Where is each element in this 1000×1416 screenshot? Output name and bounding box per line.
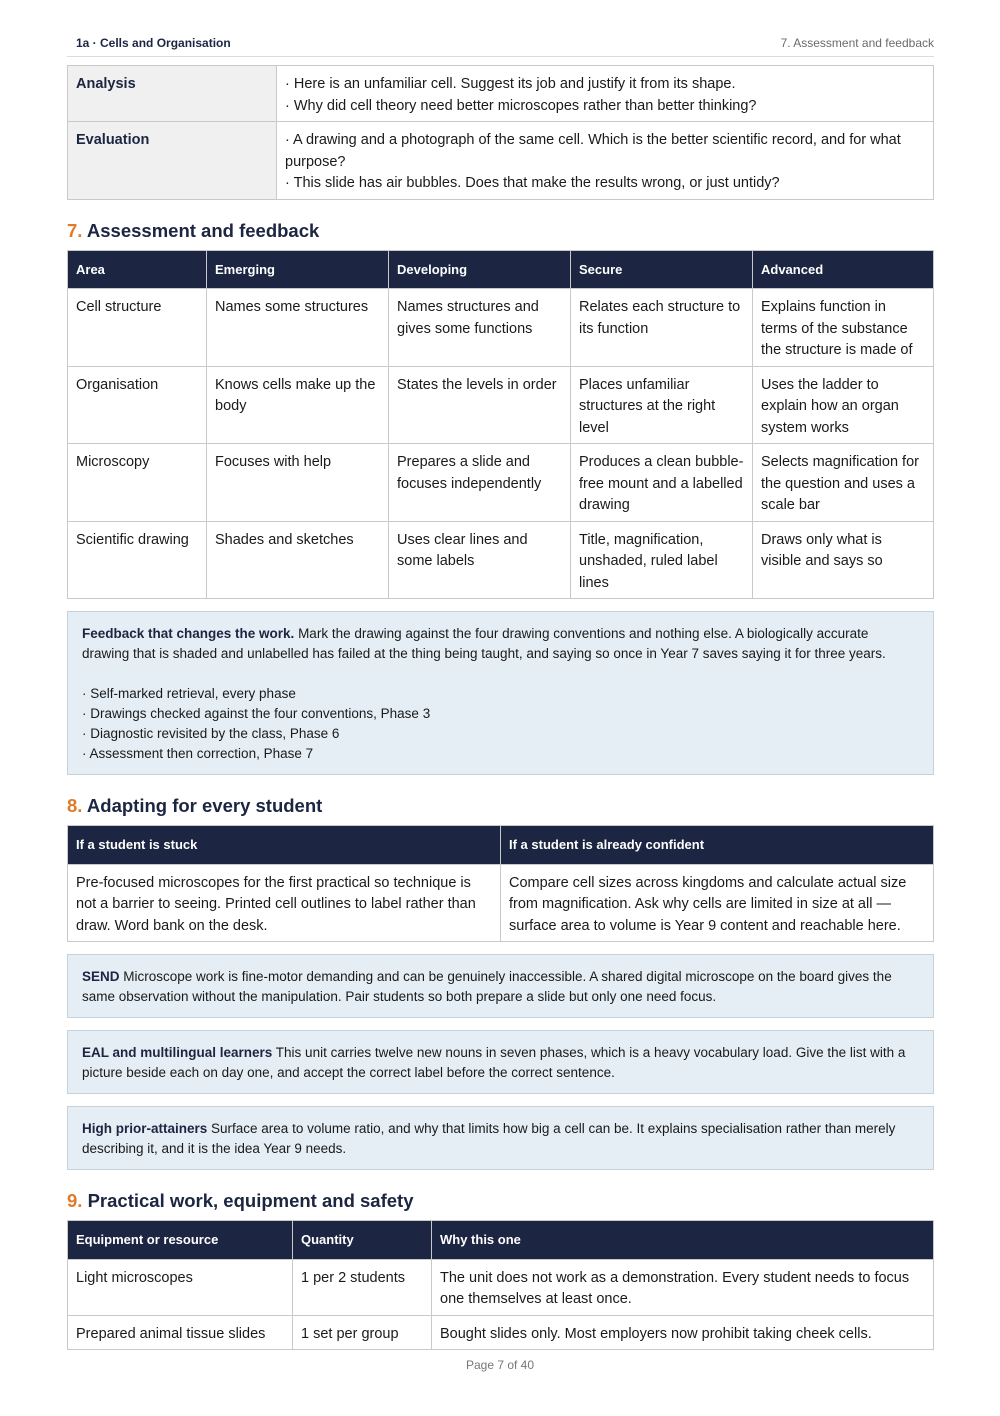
table-row: [68, 1315, 934, 1350]
table-cell: Uses the ladder to explain how an organ system works: [753, 366, 934, 444]
table-cell: States the levels in order: [389, 366, 571, 444]
row-content: [277, 66, 934, 122]
section-8-heading: [67, 795, 934, 817]
table-cell: Relates each structure to its function: [571, 289, 753, 367]
table-row: [68, 521, 934, 599]
list-item: · Diagnostic revisited by the class, Phase 6: [82, 726, 340, 741]
table-cell: 1 set per group: [293, 1315, 432, 1350]
table-cell: Compare cell sizes across kingdoms and calculate actual size from magnification. Ask why cells are limited in size at all — surface area to volume is Year 9 content and reachable here.: [501, 864, 934, 942]
column-header: Emerging: [207, 250, 389, 289]
row-label: Evaluation: [68, 122, 277, 200]
table-cell: Draws only what is visible and says so: [753, 521, 934, 599]
column-header: Developing: [389, 250, 571, 289]
document-page: [67, 36, 934, 1350]
callout-lead: SEND: [82, 969, 120, 984]
assessment-table: [67, 250, 934, 600]
callout-text: Microscope work is fine-motor demanding and can be genuinely inaccessible. A shared digital microscope on the board gives the same observation without the manipulation. Pair students so both prepare a slide but only one need focus.: [82, 969, 892, 1004]
column-header: Advanced: [753, 250, 934, 289]
table-header-row: [68, 826, 934, 865]
page-number: Page 7 of 40: [465, 1358, 535, 1372]
table-row: [68, 864, 934, 942]
feedback-paragraph: [82, 624, 919, 664]
table-header-row: [68, 250, 934, 289]
column-header: Area: [68, 250, 207, 289]
feedback-text: Mark the drawing against the four drawing conventions and nothing else. A biologically accurate drawing that is shaded and unlabelled has failed at the thing being taught, and saying so once in Year 7 saves saying it for three years.: [82, 626, 886, 661]
list-item: · Self-marked retrieval, every phase: [82, 686, 296, 701]
page-footer: [0, 1358, 1000, 1372]
equipment-table: [67, 1220, 934, 1350]
table-cell: Names structures and gives some functions: [389, 289, 571, 367]
section-9-heading: [67, 1190, 934, 1212]
callout-lead: High prior-attainers: [82, 1121, 208, 1136]
column-header: If a student is stuck: [68, 826, 501, 865]
callout-text: This unit carries twelve new nouns in seven phases, which is a heavy vocabulary load. Give the list with a picture beside each on day one, and accept the correct label before the correct sentence.: [82, 1045, 906, 1080]
table-row: [68, 366, 934, 444]
table-header-row: [68, 1221, 934, 1260]
feedback-lead: Feedback that changes the work.: [82, 626, 295, 641]
table-cell: Organisation: [68, 366, 207, 444]
send-callout: [67, 954, 934, 1018]
table-cell: Prepared animal tissue slides: [68, 1315, 293, 1350]
section-7-heading: [67, 220, 934, 242]
table-cell: Names some structures: [207, 289, 389, 367]
table-cell: Explains function in terms of the substance the structure is made of: [753, 289, 934, 367]
question-line: · Here is an unfamiliar cell. Suggest its job and justify it from its shape.: [285, 76, 736, 92]
row-label: Analysis: [68, 66, 277, 122]
adapting-table: [67, 825, 934, 942]
section-title: Assessment and feedback: [86, 219, 320, 241]
high-prior-attainers-callout: [67, 1106, 934, 1170]
table-cell: Microscopy: [68, 444, 207, 522]
column-header: Why this one: [432, 1221, 934, 1260]
row-content: [277, 122, 934, 200]
column-header: Quantity: [293, 1221, 432, 1260]
table-cell: 1 per 2 students: [293, 1259, 432, 1315]
list-item: · Drawings checked against the four conventions, Phase 3: [82, 706, 431, 721]
table-cell: Cell structure: [68, 289, 207, 367]
table-row: [68, 444, 934, 522]
table-cell: Bought slides only. Most employers now prohibit taking cheek cells.: [432, 1315, 934, 1350]
list-item: · Assessment then correction, Phase 7: [82, 746, 314, 761]
feedback-callout: [67, 611, 934, 775]
section-number: 8.: [67, 795, 83, 816]
eal-callout: [67, 1030, 934, 1094]
section-title: Practical work, equipment and safety: [87, 1190, 414, 1211]
callout-lead: EAL and multilingual learners: [82, 1045, 273, 1060]
table-cell: Produces a clean bubble-free mount and a labelled drawing: [571, 444, 753, 522]
table-cell: Title, magnification, unshaded, ruled label lines: [571, 521, 753, 599]
header-unit-title: 1a · Cells and Organisation: [76, 36, 231, 50]
question-line: · This slide has air bubbles. Does that make the results wrong, or just untidy?: [285, 175, 780, 191]
table-cell: Places unfamiliar structures at the right level: [571, 366, 753, 444]
table-cell: Scientific drawing: [68, 521, 207, 599]
section-number: 7.: [67, 219, 83, 241]
table-cell: Pre-focused microscopes for the first practical so technique is not a barrier to seeing. Printed cell outlines to label rather than draw. Word bank on the desk.: [68, 864, 501, 942]
thinking-questions-table: [67, 65, 934, 200]
column-header: Secure: [571, 250, 753, 289]
column-header: Equipment or resource: [68, 1221, 293, 1260]
column-header: If a student is already confident: [501, 826, 934, 865]
section-number: 9.: [67, 1190, 83, 1211]
table-cell: Selects magnification for the question and uses a scale bar: [753, 444, 934, 522]
header-section-title: 7. Assessment and feedback: [780, 36, 934, 50]
table-row: [68, 289, 934, 367]
section-title: Adapting for every student: [86, 795, 323, 816]
table-cell: Knows cells make up the body: [207, 366, 389, 444]
table-cell: Prepares a slide and focuses independently: [389, 444, 571, 522]
table-cell: Focuses with help: [207, 444, 389, 522]
table-row: [68, 122, 934, 200]
question-line: · A drawing and a photograph of the same cell. Which is the better scientific record, and for what purpose?: [285, 132, 901, 170]
feedback-bullet-list: [82, 684, 919, 764]
table-cell: Uses clear lines and some labels: [389, 521, 571, 599]
table-row: [68, 1259, 934, 1315]
running-header: [67, 36, 934, 57]
table-cell: Shades and sketches: [207, 521, 389, 599]
table-row: [68, 66, 934, 122]
table-cell: The unit does not work as a demonstration. Every student needs to focus one themselves at least once.: [432, 1259, 934, 1315]
question-line: · Why did cell theory need better microscopes rather than better thinking?: [285, 97, 757, 114]
callout-text: Surface area to volume ratio, and why that limits how big a cell can be. It explains specialisation rather than merely describing it, and it is the idea Year 9 needs.: [82, 1121, 896, 1156]
table-cell: Light microscopes: [68, 1259, 293, 1315]
